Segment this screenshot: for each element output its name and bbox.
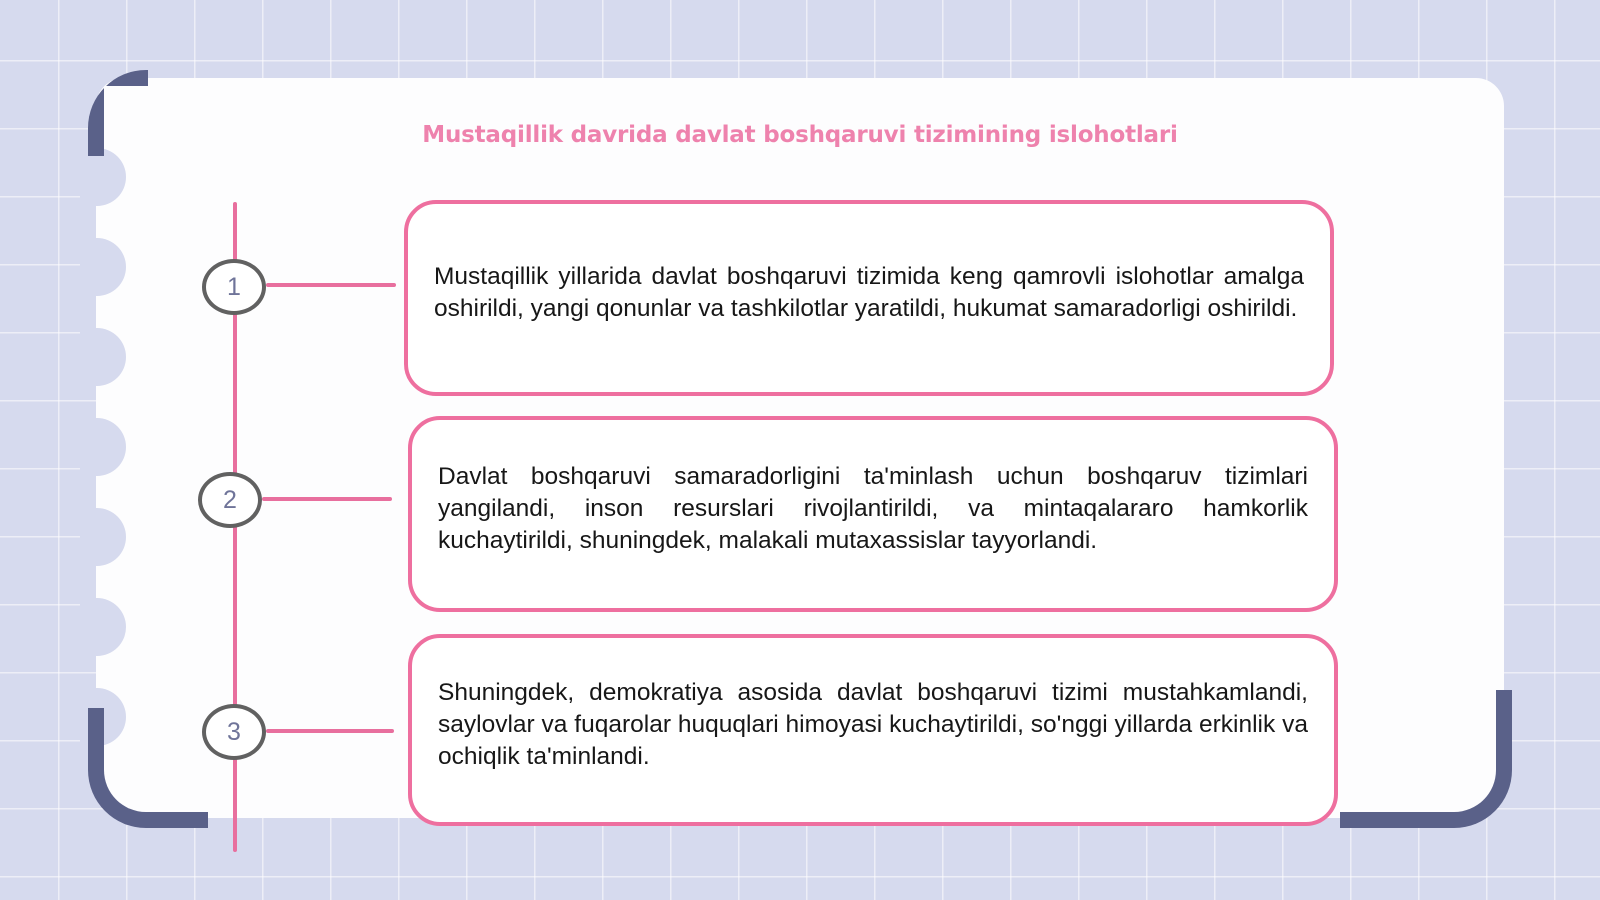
step-2-card bbox=[408, 416, 1338, 612]
step-3-text: Shuningdek, demokratiya asosida davlat boshqaruvi tizimi mustahkamlandi, saylovlar va fuqarolar huquqlari himoyasi kuchaytirildi, so'nggi yillarda erkinlik va ochiqlik ta'minlandi. bbox=[438, 679, 1308, 770]
step-3-number: 3 bbox=[202, 704, 266, 760]
step-1-number: 1 bbox=[202, 259, 266, 315]
timeline-connector bbox=[262, 497, 392, 501]
slide-title: Mustaqillik davrida davlat boshqaruvi tizimining islohotlari bbox=[422, 122, 1178, 148]
timeline-connector bbox=[266, 283, 396, 287]
corner-bracket-bottom-left bbox=[88, 708, 208, 828]
step-3-card bbox=[408, 634, 1338, 826]
step-1-card bbox=[404, 200, 1334, 396]
step-2-number: 2 bbox=[198, 472, 262, 528]
corner-bracket-bottom-right bbox=[1340, 690, 1512, 828]
timeline-connector bbox=[266, 729, 394, 733]
step-1-text: Mustaqillik yillarida davlat boshqaruvi tizimida keng qamrovli islohotlar amalga oshirildi, yangi qonunlar va tashkilotlar yaratildi, hukumat samaradorligi oshirildi. bbox=[434, 263, 1304, 322]
step-2-text: Davlat boshqaruvi samaradorligini ta'minlash uchun boshqaruv tizimlari yangilandi, inson resurslari rivojlantirildi, va mintaqalararo hamkorlik kuchaytirildi, shuningdek, malakali mutaxassislar tayyorlandi. bbox=[438, 463, 1308, 554]
